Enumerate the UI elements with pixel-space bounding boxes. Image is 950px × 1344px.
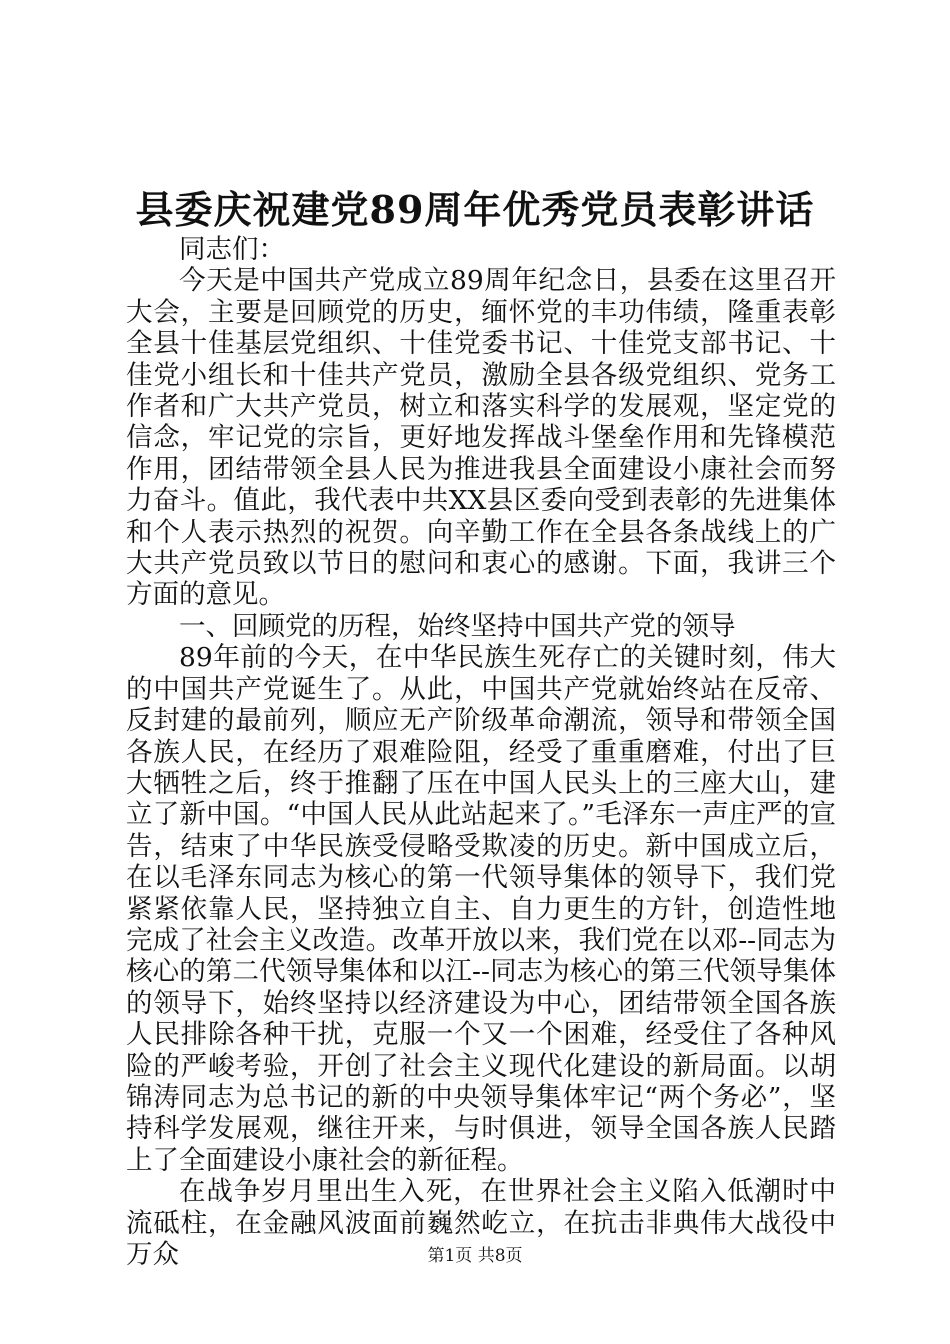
paragraph-continued: 在战争岁月里出生入死，在世界社会主义陷入低潮时中流砥柱，在金融风波面前巍然屹立，在抗击非典伟大战役中万众 — [126, 1176, 836, 1270]
page-title: 县委庆祝建党89周年优秀党员表彰讲话 — [135, 187, 815, 232]
section-heading: 一、回顾党的历程，始终坚持中国共产党的领导 — [179, 610, 736, 642]
paragraph-intro: 今天是中国共产党成立89周年纪念日，县委在这里召开大会，主要是回顾党的历史，缅怀党的丰功伟绩，隆重表彰全县十佳基层党组织、十佳党委书记、十佳党支部书记、十佳党小组长和十佳共产党员，激励全县各级党组织、党务工作者和广大共产党员，树立和落实科学的发展观，坚定党的信念，牢记党的宗旨，更好地发挥战斗堡垒作用和先锋模范作用，团结带领全县人民为推进我县全面建设小康社会而努力奋斗。值此，我代表中共XX县区委向受到表彰的先进集体和个人表示热烈的祝贺。向辛勤工作在全县各条战线上的广大共产党员致以节日的慰问和衷心的感谢。下面，我讲三个方面的意见。 — [126, 265, 836, 611]
paragraph-history: 89年前的今天，在中华民族生死存亡的关键时刻，伟大的中国共产党诞生了。从此，中国共产党就始终站在反帝、反封建的最前列，顺应无产阶级革命潮流，领导和带领全国各族人民，在经历了艰难险阻，经受了重重磨难，付出了巨大牺牲之后，终于推翻了压在中国人民头上的三座大山，建立了新中国。“中国人民从此站起来了。”毛泽东一声庄严的宣告，结束了中华民族受侵略受欺凌的历史。新中国成立后，在以毛泽东同志为核心的第一代领导集体的领导下，我们党紧紧依靠人民，坚持独立自主、自力更生的方针，创造性地完成了社会主义改造。改革开放以来，我们党在以邓--同志为核心的第二代领导集体和以江--同志为核心的第三代领导集体的领导下，始终坚持以经济建设为中心，团结带领全国各族人民排除各种干扰，克服一个又一个困难，经受住了各种风险的严峻考验，开创了社会主义现代化建设的新局面。以胡锦涛同志为总书记的新的中央领导集体牢记“两个务必”，坚持科学发展观，继往开来，与时俱进，领导全国各族人民踏上了全面建设小康社会的新征程。 — [126, 642, 836, 1176]
document-body — [126, 234, 836, 1270]
page-footer: 第1页 共8页 — [427, 1246, 523, 1266]
salutation: 同志们： — [179, 234, 285, 265]
